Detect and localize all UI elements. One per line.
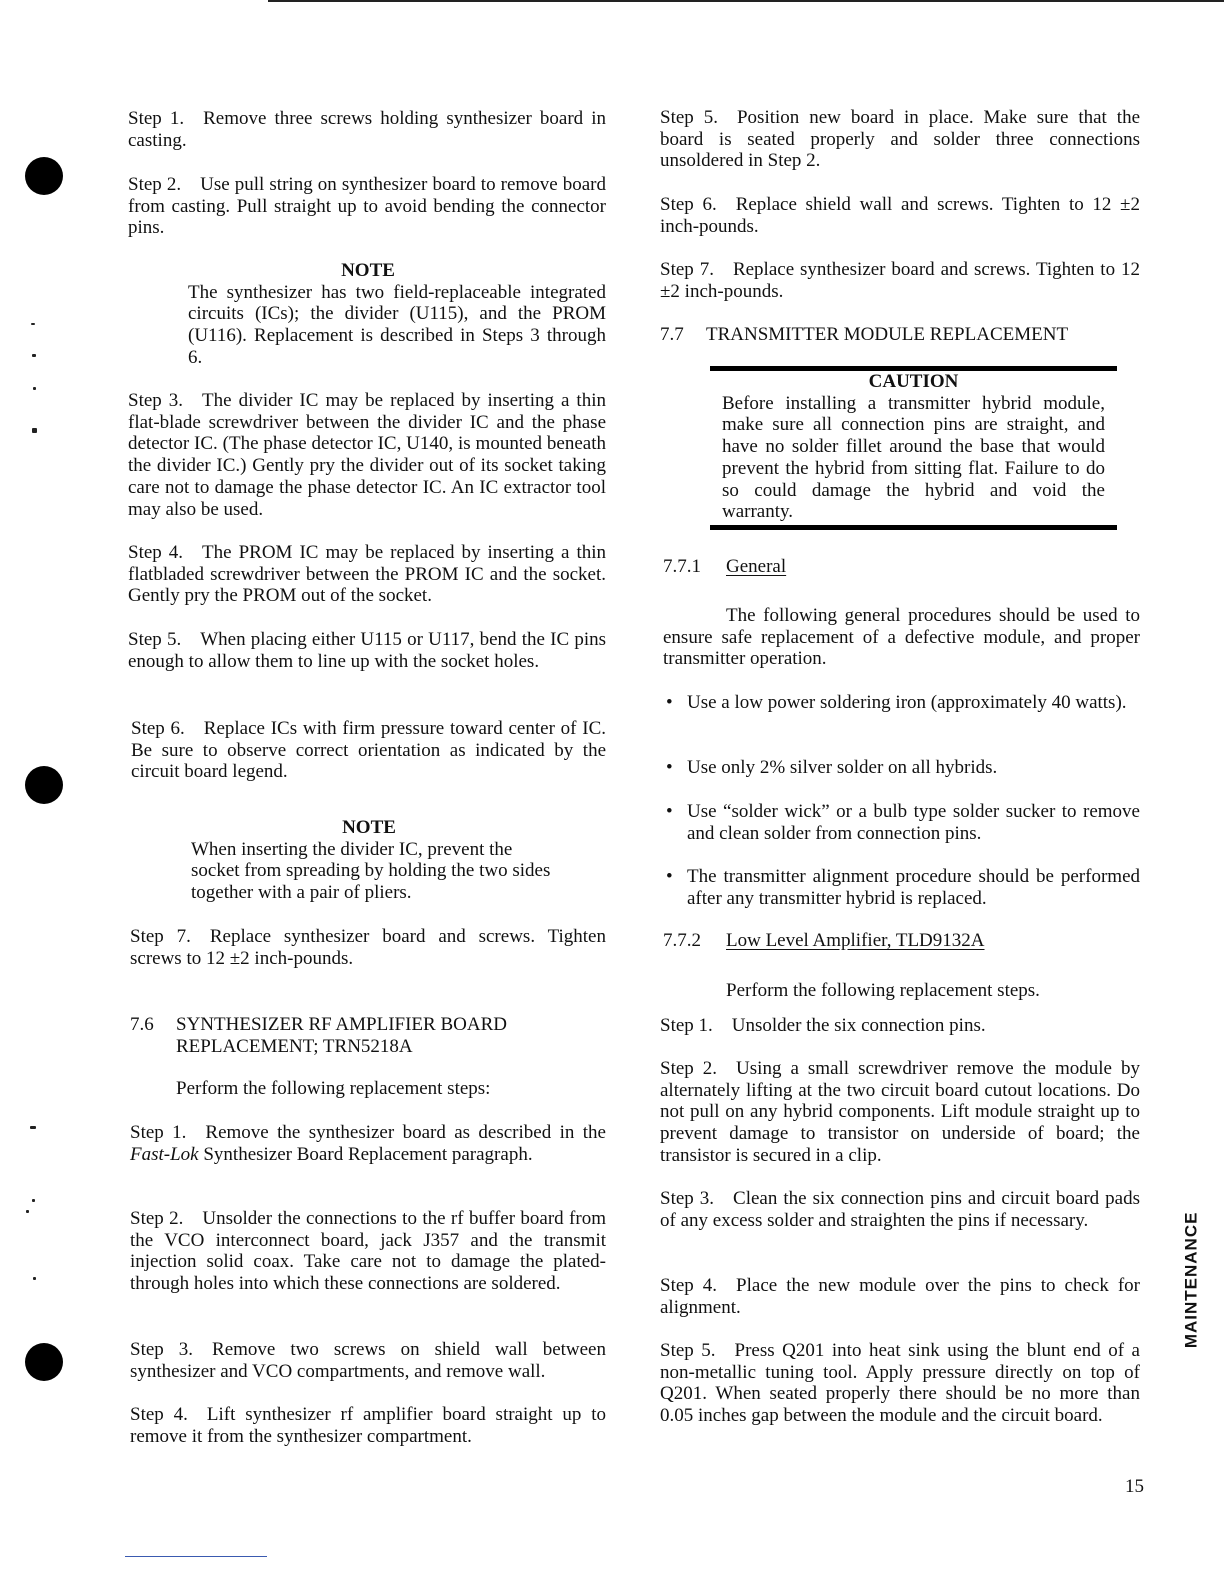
step-6: Step 6. Replace ICs with firm pressure toward center of IC. Be sure to observe correct orientation as indicated by the circuit board legend. (131, 718, 606, 783)
binder-hole-top (25, 157, 63, 195)
side-tab (1178, 1210, 1204, 1350)
scan-speck (30, 1126, 36, 1129)
caution-title: CAUTION (868, 371, 959, 392)
section-7-7-number: 7.7 (660, 324, 684, 345)
lla-step-1: Step 1. Unsolder the six connection pins. (660, 1015, 986, 1036)
s76-step-4: Step 4. Lift synthesizer rf amplifier board straight up to remove it from the synthesizer compartment. (130, 1404, 606, 1447)
lla-intro: Perform the following replacement steps. (726, 980, 1040, 1001)
section-7-7-title: TRANSMITTER MODULE REPLACEMENT (706, 324, 1069, 345)
section-7-6-number: 7.6 (130, 1014, 154, 1035)
s76-step-1-pre: Step 1. Remove the synthesizer board as described in the (130, 1122, 606, 1143)
binder-hole-bottom (25, 1343, 63, 1381)
subsection-7-7-2-number: 7.7.2 (663, 930, 701, 951)
bullet-item: • Use only 2% silver solder on all hybrids. (663, 757, 1140, 779)
scan-speck (32, 354, 36, 357)
bullet-item: • Use a low power soldering iron (approximately 40 watts). (663, 692, 1140, 714)
note-2-title: NOTE (342, 817, 396, 838)
step-3: Step 3. The divider IC may be replaced by inserting a thin flat-blade screwdriver between the divider IC and the phase detector IC. (The phase detector IC, U140, is mounted beneath the divider IC.) Gently pry the divider out of its socket taking care not to damage the phase detector IC. An IC extractor tool may also be used. (128, 390, 606, 520)
binder-hole-middle (25, 766, 63, 804)
scan-speck (33, 1277, 36, 1280)
bullet-item: • Use “solder wick” or a bulb type solder sucker to remove and clean solder from connection pins. (663, 801, 1140, 844)
subsection-7-7-2-title: Low Level Amplifier, TLD9132A (726, 930, 985, 951)
step-1: Step 1. Remove three screws holding synthesizer board in casting. (128, 108, 606, 151)
note-1-body: The synthesizer has two field-replaceable integrated circuits (ICs); the divider (U115), and the PROM (U116). Replacement is described in Steps 3 through 6. (188, 281, 606, 368)
general-intro: The following general procedures should be used to ensure safe replacement of a defective module, and proper transmitter operation. (663, 605, 1140, 670)
lla-step-4: Step 4. Place the new module over the pins to check for alignment. (660, 1275, 1140, 1318)
caution-box (710, 366, 1117, 530)
step-7-right: Step 7. Replace synthesizer board and screws. Tighten to 12 ±2 inch-pounds. (660, 259, 1140, 302)
subsection-7-7-1-title: General (726, 556, 787, 577)
scan-speck (32, 1199, 35, 1202)
note-2-body: When inserting the divider IC, prevent the socket from spreading by holding the two sides together with a pair of pliers. (191, 838, 551, 904)
step-4: Step 4. The PROM IC may be replaced by inserting a thin flatbladed screwdriver between the PROM IC and the socket. Gently pry the PROM out of the socket. (128, 542, 606, 607)
page-number: 15 (1125, 1476, 1144, 1497)
lla-step-2: Step 2. Using a small screwdriver remove the module by alternately lifting at the two circuit board cutout locations. Do not pull on any hybrid components. Lift module straight up to prevent damage to transistor on underside of board; the transistor is secured in a clip. (660, 1058, 1140, 1166)
section-7-6-intro: Perform the following replacement steps: (176, 1078, 491, 1099)
step-6-right: Step 6. Replace shield wall and screws. Tighten to 12 ±2 inch-pounds. (660, 194, 1140, 237)
scan-speck (31, 323, 35, 325)
scan-speck (33, 387, 36, 390)
s76-step-1-emphasis: Fast-Lok (130, 1143, 199, 1165)
left-column (128, 0, 606, 1584)
lla-step-3: Step 3. Clean the six connection pins and circuit board pads of any excess solder and straighten the pins if necessary. (660, 1188, 1140, 1231)
note-1-title: NOTE (341, 260, 395, 281)
s76-step-3: Step 3. Remove two screws on shield wall between synthesizer and VCO compartments, and remove wall. (130, 1339, 606, 1382)
step-2: Step 2. Use pull string on synthesizer board to remove board from casting. Pull straight up to avoid bending the connector pins. (128, 174, 606, 239)
caution-body: Before installing a transmitter hybrid module, make sure all connection pins are straight, and have no solder fillet around the base that would prevent the hybrid from sitting flat. Failure to do so could damage the hybrid and void the warranty. (722, 392, 1105, 523)
s76-step-2: Step 2. Unsolder the connections to the rf buffer board from the VCO interconnect board, jack J357 and the transmit injection solid coax. Take care not to damage the plated-through holes into which these connections are soldered. (130, 1208, 606, 1295)
lla-step-5: Step 5. Press Q201 into heat sink using the blunt end of a non-metallic tuning tool. Apply pressure directly on top of Q201. When seated properly there should be no more than 0.05 inches gap between the module and the circuit board. (660, 1340, 1140, 1427)
s76-step-1-post: Synthesizer Board Replacement paragraph. (198, 1143, 533, 1165)
section-7-6-title: SYNTHESIZER RF AMPLIFIER BOARD REPLACEMENT; TRN5218A (176, 1014, 507, 1057)
side-tab-label: MAINTENANCE (1181, 1211, 1201, 1349)
s76-step-1 (130, 1122, 606, 1165)
step-5-right: Step 5. Position new board in place. Make sure that the board is seated properly and solder three connections unsoldered in Step 2. (660, 107, 1140, 172)
right-column (660, 0, 1140, 1584)
bullet-item: • The transmitter alignment procedure should be performed after any transmitter hybrid is replaced. (663, 866, 1140, 909)
subsection-7-7-1-number: 7.7.1 (663, 556, 701, 577)
step-7: Step 7. Replace synthesizer board and screws. Tighten screws to 12 ±2 inch-pounds. (130, 926, 606, 969)
step-5: Step 5. When placing either U115 or U117, bend the IC pins enough to allow them to line up with the socket holes. (128, 629, 606, 672)
scan-speck (26, 1210, 29, 1213)
scan-speck (32, 428, 37, 433)
